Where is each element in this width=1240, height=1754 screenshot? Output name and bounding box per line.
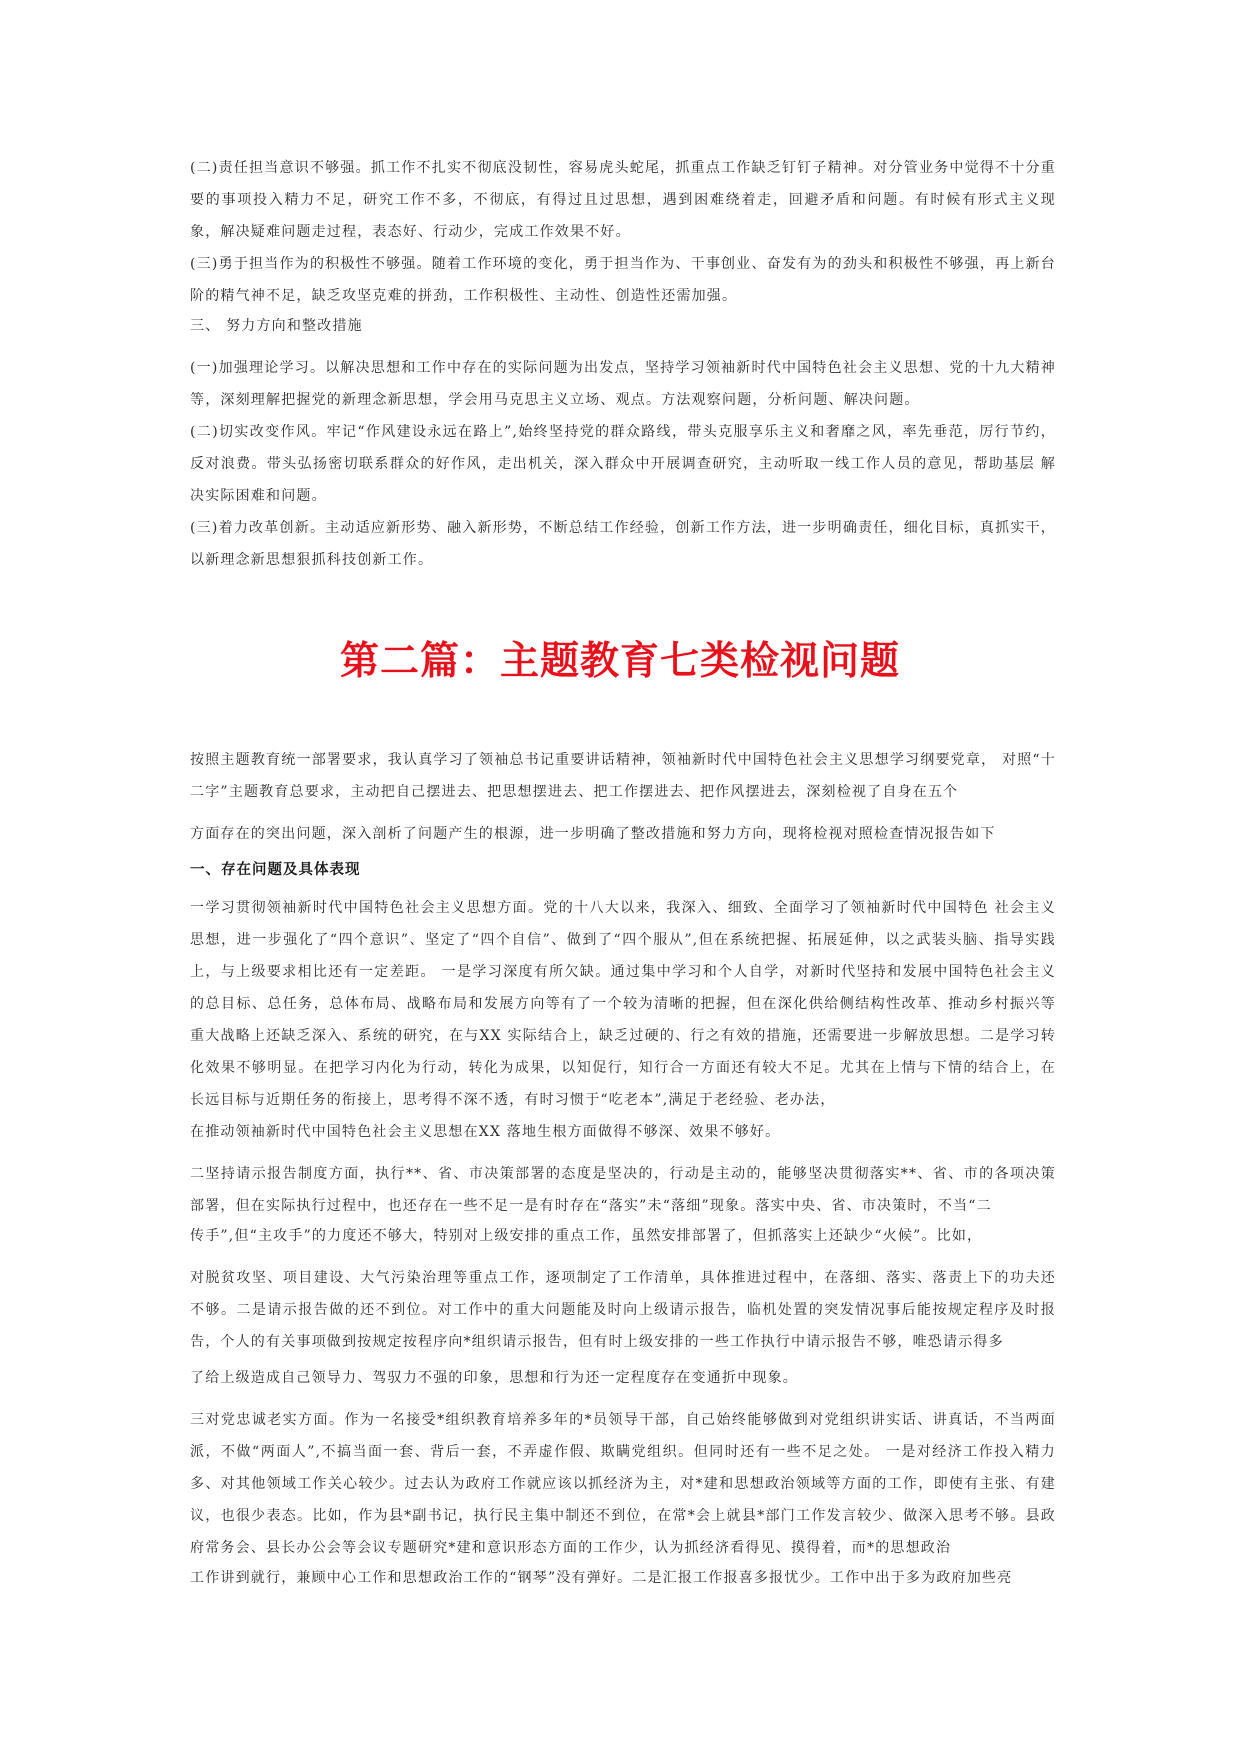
section-heading-problems: 一、存在问题及具体表现 [190,862,361,878]
chapter-title: 第二篇：主题教育七类检视问题 [339,639,900,684]
paragraph-loyalty: 三对党忠诚老实方面。作为一名接受*组织教育培养多年的*员领导干部，自己始终能够做到对党组织讲实话、讲真话，不当两面派，不做“两面人”,不搞当面一套、背后一套，不弄虚作假、欺瞒党组织。但同时还有一些不足之处。 一是对经济工作投入精力多、对其他领域工作关心较少。过去认为政府工作就应该以抓经济为主，对*建和思想政治领域等方面的工作，即使有主张、有建议，也很少表态。比如，作为县*副书记，执行民主集中制还不到位，在常*会上就县*部门工作发言较少、做深入思考不够。县政府常务会、县长办公会等会议专题研究*建和意识形态方面的工作少，认为抓经济看得见、摸得着，而*的思想政治 [190,1412,1056,1556]
paragraph-theory-study: (一)加强理论学习。以解决思想和工作中存在的实际问题为出发点，坚持学习领袖新时代中国特色社会主义思想、党的十九大精神等，深刻理解把握党的新理念新思想，学会用马克思主义立场、观点。方法观察问题，分析问题、解决问题。 [190,360,1056,408]
paragraph-initiative: (三)勇于担当作为的积极性不够强。随着工作环境的变化，勇于担当作为、干事创业、奋发有为的劲头和积极性不够强，再上新台阶的精气神不足，缺乏攻坚克难的拼劲，工作积极性、主动性、创造性还需加强。 [190,256,1056,304]
paragraph-intro-continued: 方面存在的突出问题，深入剖析了问题产生的根源，进一步明确了整改措施和努力方向，现将检视对照检查情况报告如下 [190,826,996,842]
paragraph-reporting-system: 二坚持请示报告制度方面，执行**、省、市决策部署的态度是坚决的，行动是主动的，能够坚决贯彻落实**、省、市的各项决策部署，但在实际执行过程中，也还存在一些不足一是有时存在“落实”未“落细”现象。落实中央、省、市决策时，不当“二 [190,1166,1056,1214]
paragraph-intro: 按照主题教育统一部署要求，我认真学习了领袖总书记重要讲话精神，领袖新时代中国特色社会主义思想学习纲要党章， 对照“十二字”主题教育总要求，主动把自己摆进去、把思想摆进去、把工作摆进去、把作风摆进去，深刻检视了自身在五个 [190,752,1056,800]
paragraph-reporting-system-3: 对脱贫攻坚、项目建设、大气污染治理等重点工作，逐项制定了工作清单，具体推进过程中，在落细、落实、落责上下的功夫还不够。二是请示报告做的还不到位。对工作中的重大问题能及时向上级请示报告，临机处置的突发情况事后能按规定程序及时报告，个人的有关事项做到按规定按程序向*组织请示报告，但有时上级安排的一些工作执行中请示报告不够，唯恐请示得多 [190,1270,1056,1350]
paragraph-reporting-system-2: 传手”,但“主攻手”的力度还不够大，特别对上级安排的重点工作，虽然安排部署了，但抓落实上还缺少“火候”。比如， [190,1228,983,1244]
paragraph-study-implementation-end: 在推动领袖新时代中国特色社会主义思想在XX 落地生根方面做得不够深、效果不够好。 [190,1124,781,1140]
paragraph-study-implementation: 一学习贯彻领袖新时代中国特色社会主义思想方面。党的十八大以来，我深入、细致、全面学习了领袖新时代中国特色 社会主义思想，进一步强化了“四个意识”、坚定了“四个自信”、做到了“四个服从”,但在系统把握、拓展延伸，以之武装头脑、指导实践上，与上级要求相比还有一定差距。 一是学习深度有所欠缺。通过集中学习和个人自学，对新时代坚持和发展中国特色社会主义的总目标、总任务，总体布局、战略布局和发展方向等有了一个较为清晰的把握，但在深化供给侧结构性改革、推动乡村振兴等重大战略上还缺乏深入、系统的研究，在与XX 实际结合上，缺乏过硬的、行之有效的措施，还需要进一步解放思想。二是学习转化效果不够明显。在把学习内化为行动，转化为成果，以知促行，知行合一方面还有较大不足。尤其在上情与下情的结合上，在长远目标与近期任务的衔接上，思考得不深不透，有时习惯于“吃老本”,满足于老经验、老办法， [190,900,1056,1108]
section-heading-direction: 三、 努力方向和整改措施 [190,318,363,334]
paragraph-work-style: (二)切实改变作风。牢记“作风建设永远在路上”,始终坚持党的群众路线，带头克服享乐主义和奢靡之风，率先垂范，厉行节约，反对浪费。带头弘扬密切联系群众的好作风，走出机关，深入群众中开展调查研究，主动听取一线工作人员的意见，帮助基层 解决实际困难和问题。 [190,424,1056,504]
paragraph-reform-innovation: (三)着力改革创新。主动适应新形势、融入新形势，不断总结工作经验，创新工作方法，进一步明确责任，细化目标，真抓实干，以新理念新思想狠抓科技创新工作。 [190,520,1056,568]
paragraph-responsibility: (二)责任担当意识不够强。抓工作不扎实不彻底没韧性，容易虎头蛇尾，抓重点工作缺乏钉钉子精神。对分管业务中觉得不十分重要的事项投入精力不足，研究工作不多，不彻底，有得过且过思想，遇到困难绕着走，回避矛盾和问题。有时候有形式主义现象，解决疑难问题走过程，表态好、行动少，完成工作效果不好。 [190,160,1056,240]
paragraph-reporting-system-end: 了给上级造成自己领导力、驾驭力不强的印象，思想和行为还一定程度存在变通折中现象。 [190,1370,798,1386]
paragraph-loyalty-end: 工作讲到就行，兼顾中心工作和思想政治工作的“钢琴”没有弹好。二是汇报工作报喜多报忧少。工作中出于多为政府加些亮 [190,1570,1013,1586]
